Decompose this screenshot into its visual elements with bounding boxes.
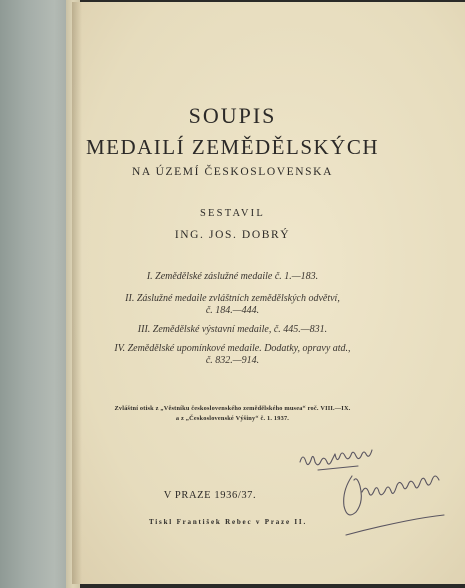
title-line-1: SOUPIS	[188, 103, 277, 128]
volume-2-line-2: č. 184.—444.	[205, 305, 260, 316]
place-and-year: V PRAZE 1936/37.	[163, 490, 257, 501]
title-line-2: MEDAILÍ ZEMĚDĚLSKÝCH	[85, 135, 380, 159]
volume-4-line-1: IV. Zemědělské upomínkové medaile. Dodatky, opravy atd.,	[114, 343, 351, 354]
compiled-by-label: SESTAVIL	[200, 208, 265, 219]
volume-4-line-2: č. 832.—914.	[205, 355, 260, 366]
offprint-note-line-2: a z „Československé Výšiny“ č. 1. 1937.	[175, 415, 290, 422]
volume-1: I. Zemědělské záslužné medaile č. 1.—183.	[146, 271, 319, 282]
volume-3: III. Zemědělské výstavní medaile, č. 445.—831.	[137, 324, 328, 335]
subtitle: NA ÚZEMÍ ČESKOSLOVENSKA	[131, 166, 333, 178]
volume-2-line-1: II. Záslužné medaile zvláštních zemědělských odvětví,	[125, 293, 340, 304]
author-name: ING. JOS. DOBRÝ	[174, 229, 291, 241]
printer-line: Tiskl František Rebec v Praze II.	[148, 518, 308, 526]
offprint-note-line-1: Zvláštní otisk z „Věstníku československého zemědělského musea“ roč. VIII.—IX.	[114, 405, 351, 412]
